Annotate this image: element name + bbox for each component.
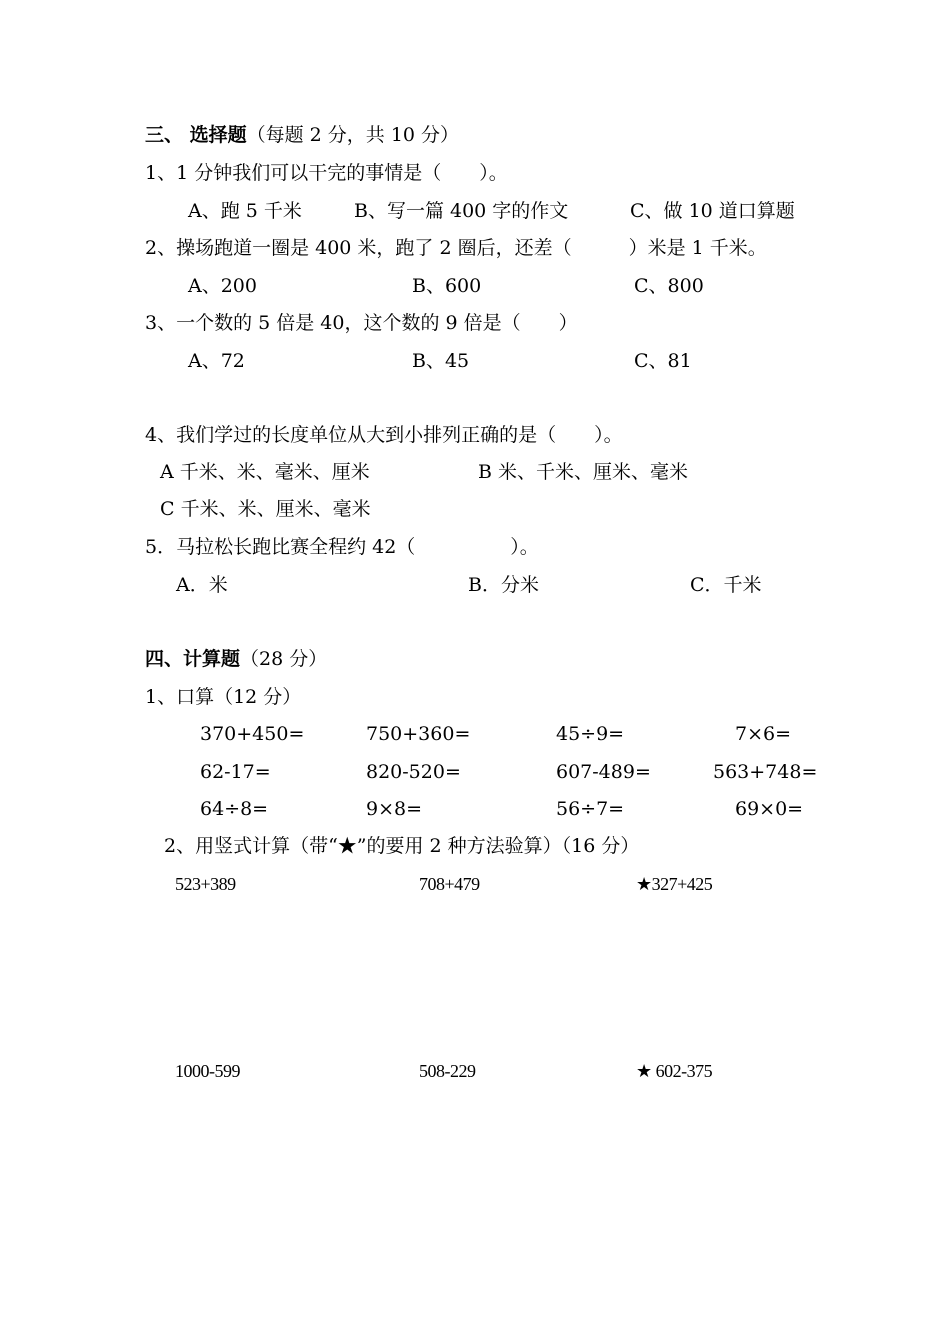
oral-item: 607-489= bbox=[556, 761, 651, 783]
q1-text: 1、1 分钟我们可以干完的事情是（ ）。 bbox=[145, 162, 508, 184]
oral-item: 62-17= bbox=[200, 761, 271, 783]
q5-text: 5．马拉松长跑比赛全程约 42（ ）。 bbox=[145, 536, 539, 558]
q5-option-b: B．分米 bbox=[468, 574, 539, 596]
vertical-item: 1000-599 bbox=[175, 1061, 240, 1081]
vertical-item-text: 327+425 bbox=[651, 874, 713, 894]
vertical-item: 508-229 bbox=[419, 1061, 476, 1081]
section3-title: 三、 选择题 bbox=[145, 124, 247, 146]
q2-text: 2、操场跑道一圈是 400 米，跑了 2 圈后，还差（ ）米是 1 千米。 bbox=[145, 237, 767, 259]
vertical-item: 708+479 bbox=[419, 874, 480, 894]
section4-title: 四、计算题 bbox=[145, 648, 241, 670]
q3-option-b: B、45 bbox=[412, 350, 470, 372]
oral-item: 45÷9= bbox=[556, 723, 625, 745]
oral-item: 370+450= bbox=[200, 723, 305, 745]
vertical-heading: 2、用竖式计算（带“★”的要用 2 种方法验算）（16 分） bbox=[164, 835, 640, 857]
oral-item: 64÷8= bbox=[200, 798, 269, 820]
q2-option-b: B、600 bbox=[412, 275, 482, 297]
q4-text: 4、我们学过的长度单位从大到小排列正确的是（ ）。 bbox=[145, 424, 623, 446]
star-icon bbox=[636, 1061, 652, 1081]
section3-subtitle: （每题 2 分，共 10 分） bbox=[246, 124, 460, 146]
q4-option-b: B 米、千米、厘米、毫米 bbox=[478, 461, 689, 483]
q1-option-b: B、写一篇 400 字的作文 bbox=[354, 200, 569, 222]
section4-heading bbox=[145, 647, 327, 671]
oral-item: 750+360= bbox=[366, 723, 471, 745]
oral-item: 7×6= bbox=[735, 723, 792, 745]
oral-item: 820-520= bbox=[366, 761, 461, 783]
q4-option-c: C 千米、米、厘米、毫米 bbox=[160, 498, 371, 520]
vertical-item-text: 602-375 bbox=[651, 1061, 713, 1081]
vertical-item: 523+389 bbox=[175, 874, 236, 894]
oral-heading: 1、口算（12 分） bbox=[145, 686, 302, 708]
oral-item: 69×0= bbox=[735, 798, 804, 820]
q2-option-a: A、200 bbox=[188, 275, 257, 297]
q1-option-c: C、做 10 道口算题 bbox=[630, 200, 795, 222]
oral-item: 563+748= bbox=[713, 761, 818, 783]
oral-item: 9×8= bbox=[366, 798, 423, 820]
q2-option-c: C、800 bbox=[634, 275, 704, 297]
q5-option-c: C．千米 bbox=[690, 574, 762, 596]
section3-heading bbox=[145, 123, 459, 147]
q4-option-a: A 千米、米、毫米、厘米 bbox=[160, 461, 370, 483]
q3-text: 3、一个数的 5 倍是 40，这个数的 9 倍是（ ） bbox=[145, 312, 578, 334]
q5-option-a: A．米 bbox=[176, 574, 228, 596]
section4-subtitle: （28 分） bbox=[240, 648, 328, 670]
q3-option-a: A、72 bbox=[188, 350, 245, 372]
q1-option-a: A、跑 5 千米 bbox=[188, 200, 302, 222]
oral-item: 56÷7= bbox=[556, 798, 625, 820]
vertical-item-starred bbox=[636, 872, 712, 896]
q3-option-c: C、81 bbox=[634, 350, 692, 372]
star-icon bbox=[636, 874, 652, 894]
vertical-item-starred bbox=[636, 1059, 712, 1083]
